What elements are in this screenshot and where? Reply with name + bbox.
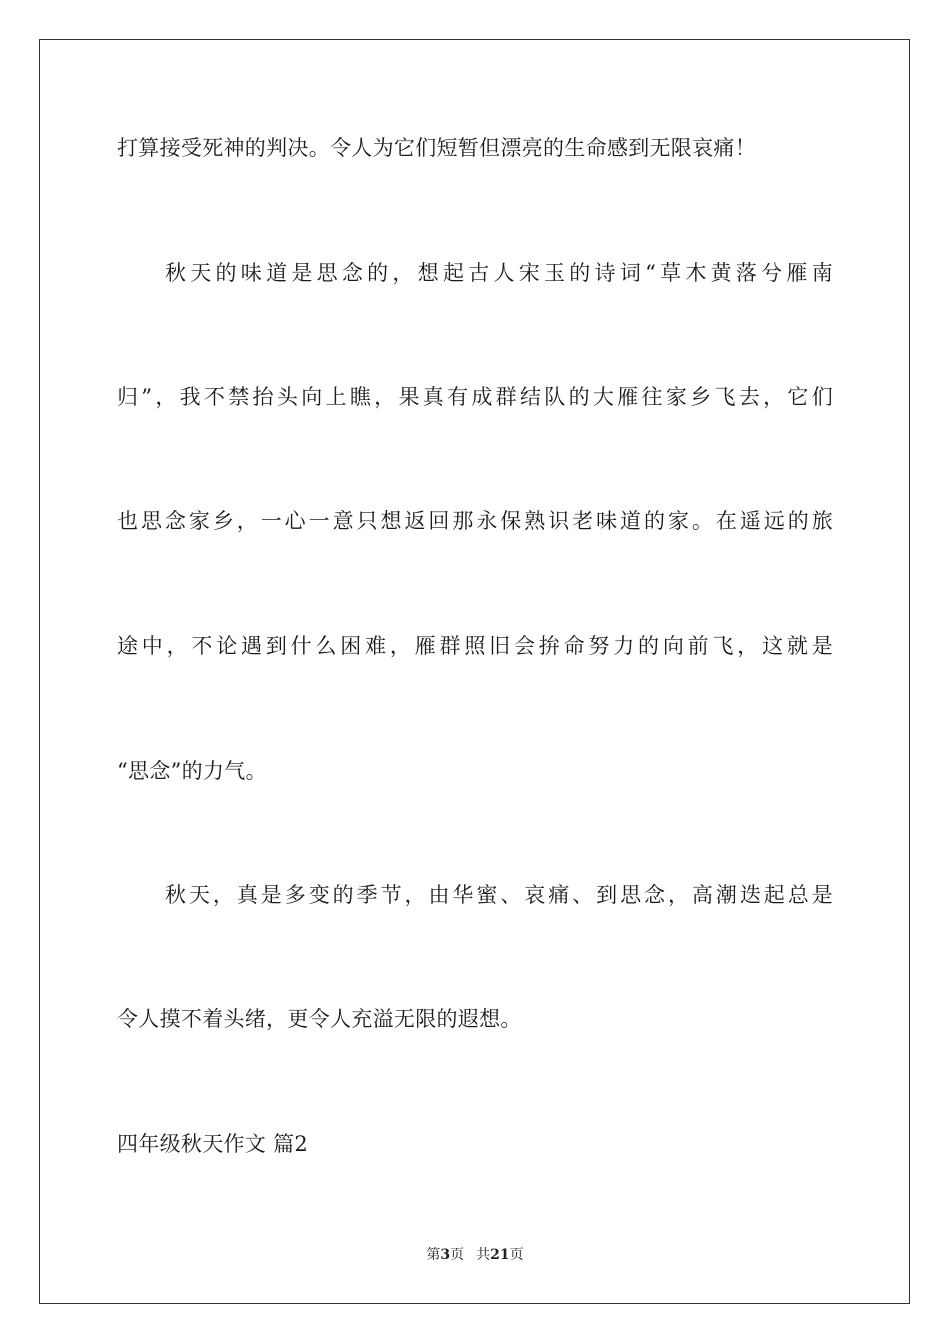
total-prefix: 共 [476, 1247, 491, 1263]
section-heading: 四年级秋天作文 篇2 [117, 1132, 309, 1156]
page-prefix: 第 [426, 1247, 441, 1263]
page-footer [0, 1246, 950, 1264]
text-line: 令人摸不着头绪，更令人充溢无限的遐想。 [117, 1007, 522, 1031]
text-line: 途中，不论遇到什么困难，雁群照旧会拚命努力的向前飞，这就是 [117, 634, 833, 658]
text-line: 也思念家乡，一心一意只想返回那永保熟识老味道的家。在遥远的旅 [117, 509, 833, 533]
text-line: 打算接受死神的判决。令人为它们短暂但漂亮的生命感到无限哀痛！ [117, 136, 756, 160]
total-pages: 21 [490, 1247, 510, 1263]
text-line: 归”，我不禁抬头向上瞧，果真有成群结队的大雁往家乡飞去，它们 [117, 385, 833, 409]
paragraph-start: 秋天，真是多变的季节，由华蜜、哀痛、到思念，高潮迭起总是 [165, 883, 833, 907]
total-suffix: 页 [509, 1247, 524, 1263]
paragraph-start: 秋天的味道是思念的，想起古人宋玉的诗词“草木黄落兮雁南 [165, 261, 833, 285]
page-suffix: 页 [450, 1247, 465, 1263]
page-frame [39, 39, 910, 1304]
page-number: 3 [440, 1247, 451, 1263]
text-line: “思念”的力气。 [117, 759, 267, 783]
